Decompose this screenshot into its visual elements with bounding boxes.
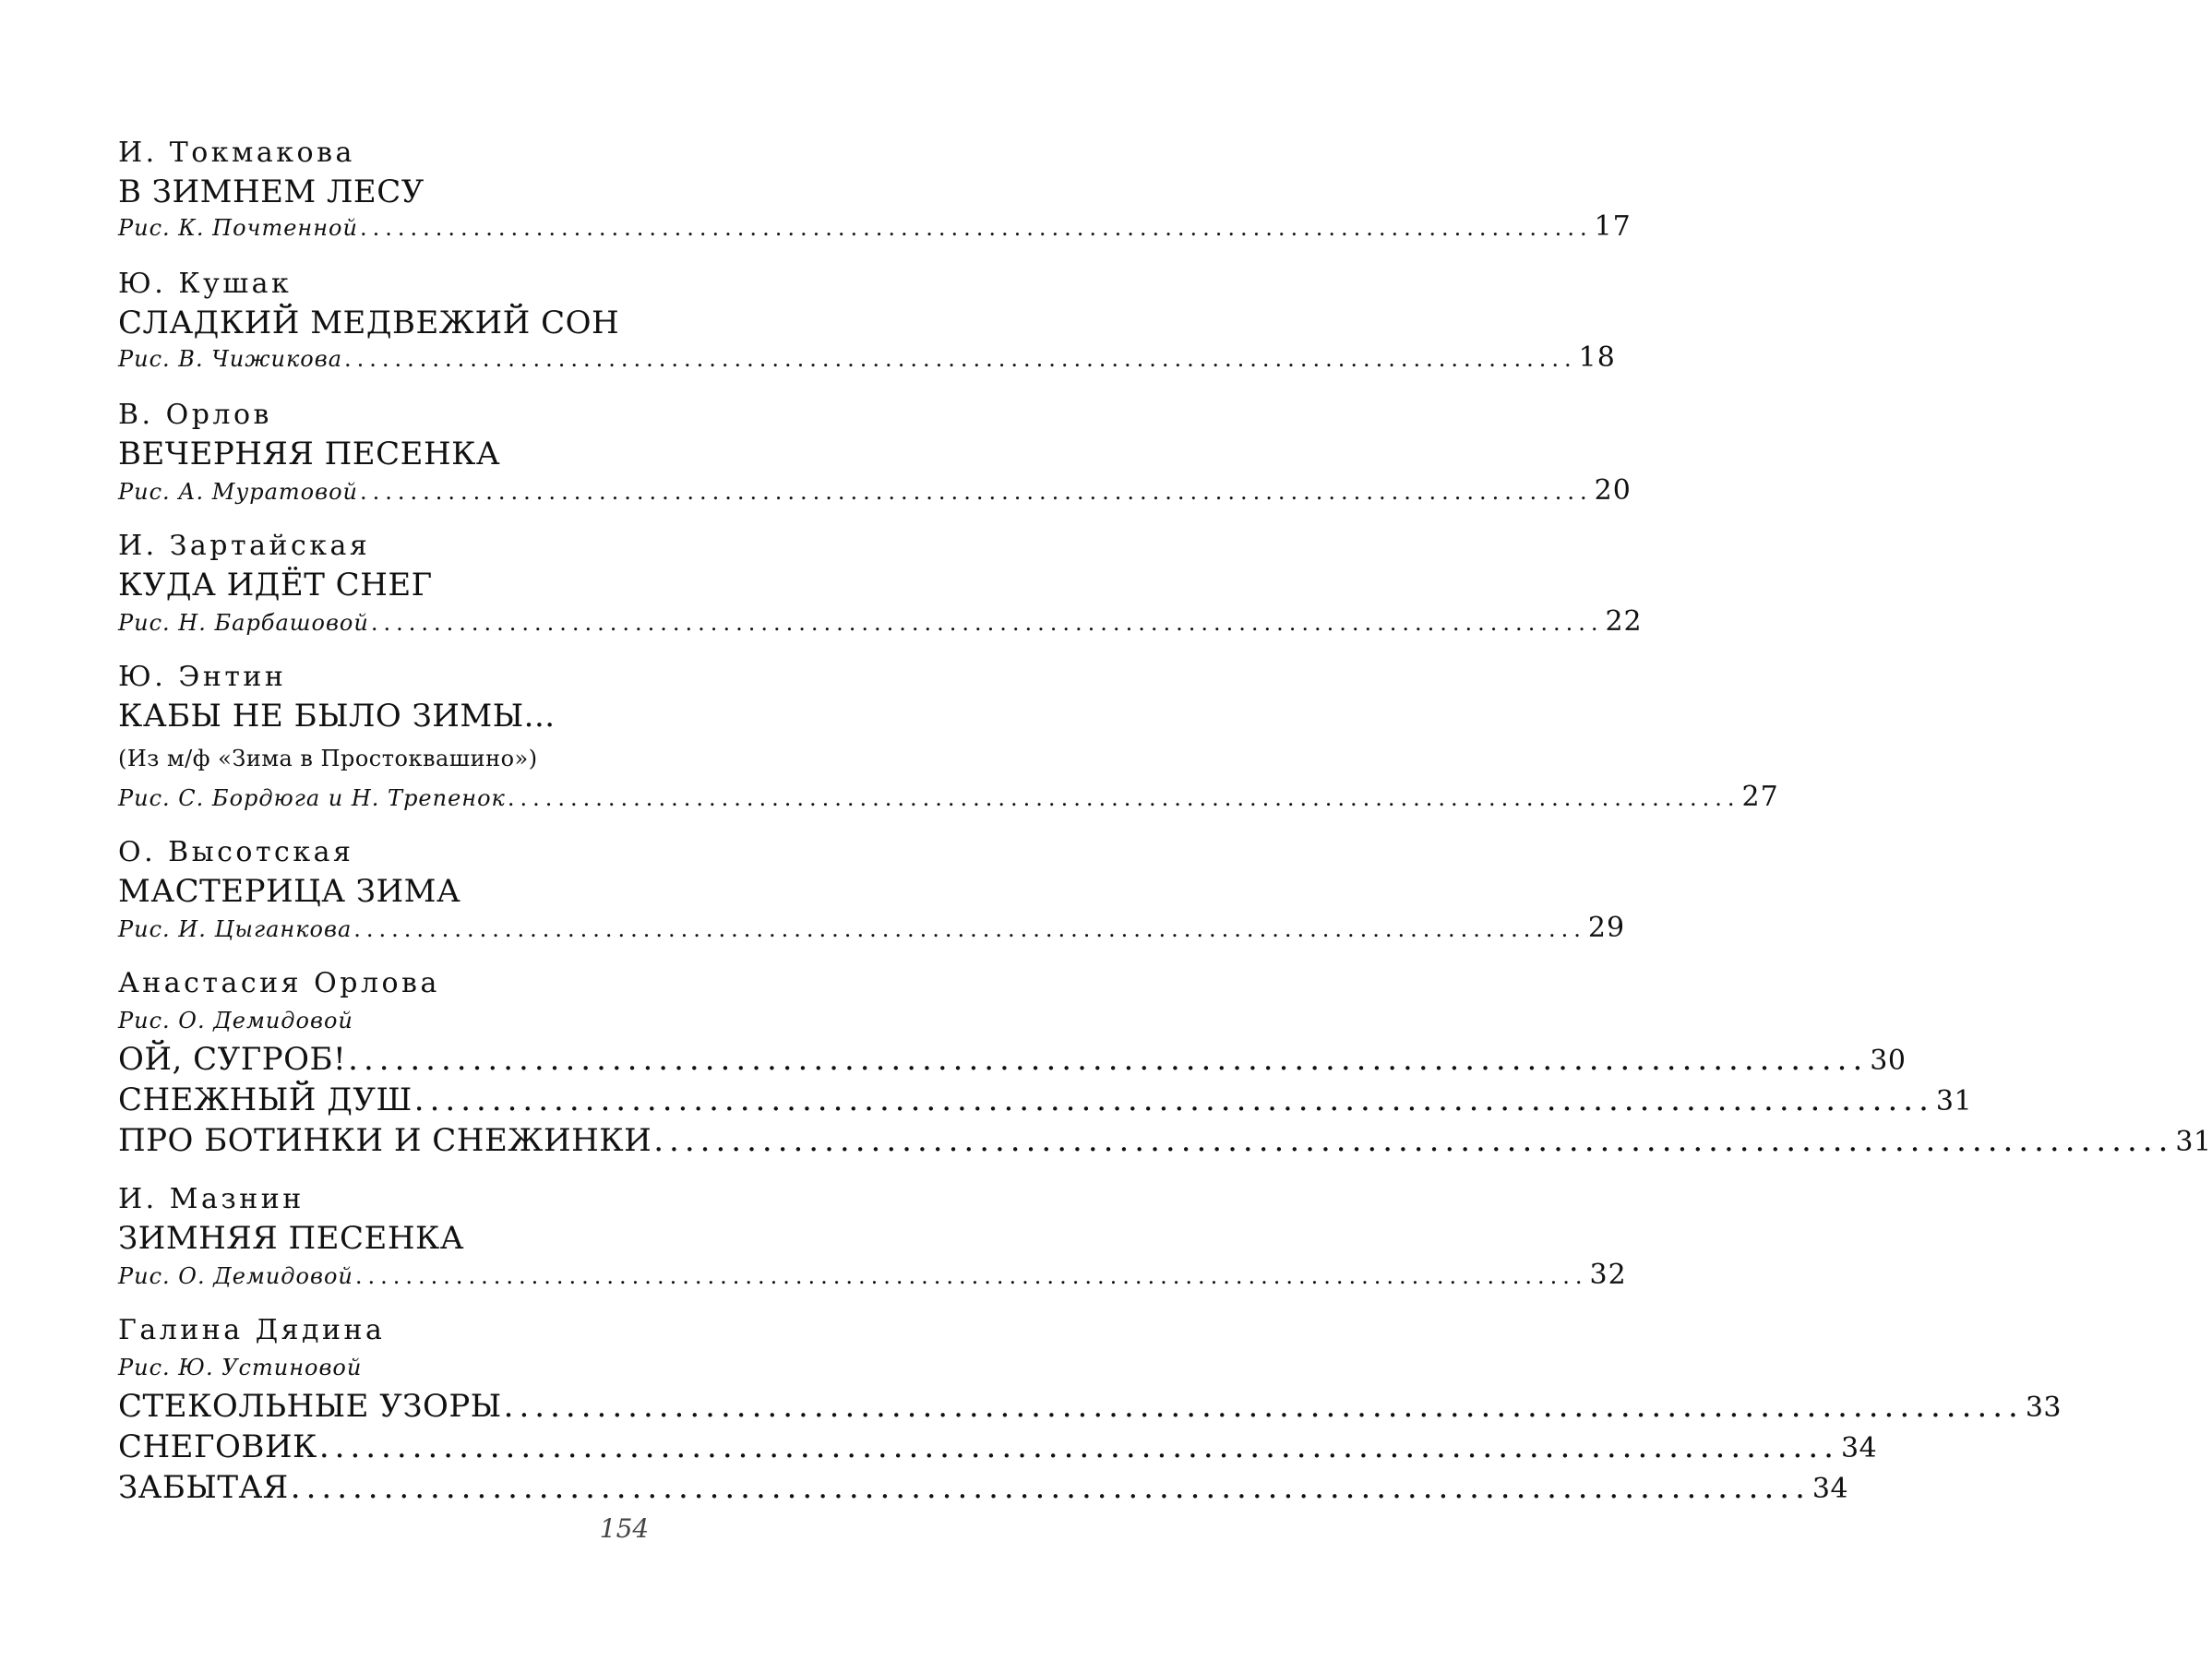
entry-illustrator-line bbox=[118, 474, 1632, 507]
dot-leader: .................................................................................................. bbox=[290, 1469, 1811, 1506]
entry-author: И. Мазнин bbox=[118, 1183, 305, 1215]
group-illustrator: Рис. О. Демидовой bbox=[118, 1008, 353, 1034]
dot-leader: .................................................................................................. bbox=[503, 1388, 2024, 1425]
entry-page: 18 bbox=[1578, 341, 1616, 374]
dot-leader: .................................................................................................. bbox=[413, 1081, 1934, 1118]
group-item-page: 30 bbox=[1870, 1045, 1907, 1077]
entry-illustrator-line bbox=[118, 781, 1779, 813]
entry-page: 20 bbox=[1594, 474, 1632, 507]
group-item-title: СТЕКОЛЬНЫЕ УЗОРЫ bbox=[118, 1388, 502, 1425]
entry-illustrator: Рис. О. Демидовой bbox=[118, 1263, 353, 1289]
group-item-page: 34 bbox=[1811, 1473, 1849, 1505]
group-author: Галина Дядина bbox=[118, 1314, 386, 1346]
entry-note: (Из м/ф «Зима в Простоквашино») bbox=[118, 746, 538, 771]
entry-title: В ЗИМНЕМ ЛЕСУ bbox=[118, 173, 424, 210]
dot-leader: .................................................................................................. bbox=[348, 1041, 1869, 1078]
entry-title: ВЕЧЕРНЯЯ ПЕСЕНКА bbox=[118, 436, 501, 472]
entry-title: КУДА ИДЁТ СНЕГ bbox=[118, 567, 433, 603]
group-item bbox=[118, 1041, 1907, 1078]
entry-illustrator: Рис. А. Муратовой bbox=[118, 479, 358, 505]
entry-illustrator-line bbox=[118, 912, 1626, 944]
entry-page: 29 bbox=[1587, 912, 1626, 944]
dot-leader: .................................................................................................. bbox=[344, 346, 1577, 372]
group-item bbox=[118, 1428, 1878, 1465]
entry-illustrator: Рис. И. Цыганкова bbox=[118, 916, 353, 942]
entry-title: КАБЫ НЕ БЫЛО ЗИМЫ... bbox=[118, 698, 556, 735]
entry-title: СЛАДКИЙ МЕДВЕЖИЙ СОН bbox=[118, 305, 620, 341]
group-item-title: СНЕГОВИК bbox=[118, 1428, 317, 1465]
group-item-page: 31 bbox=[2175, 1126, 2212, 1158]
entry-illustrator: Рис. Н. Барбашовой bbox=[118, 610, 369, 636]
entry-author: В. Орлов bbox=[118, 399, 272, 431]
dot-leader: .................................................................................................. bbox=[360, 479, 1593, 505]
entry-page: 22 bbox=[1605, 605, 1643, 638]
entry-illustrator: Рис. В. Чижикова bbox=[118, 346, 343, 372]
group-item-page: 31 bbox=[1935, 1085, 1973, 1117]
group-item-title: ЗАБЫТАЯ bbox=[118, 1469, 289, 1506]
dot-leader: .................................................................................................. bbox=[370, 610, 1604, 636]
group-item-page: 34 bbox=[1840, 1432, 1878, 1464]
entry-illustrator-line bbox=[118, 341, 1616, 374]
dot-leader: .................................................................................................. bbox=[359, 215, 1593, 241]
entry-illustrator: Рис. С. Бордюга и Н. Трепенок bbox=[118, 785, 506, 811]
dot-leader: .................................................................................................. bbox=[353, 916, 1586, 942]
group-item-page: 33 bbox=[2025, 1392, 2063, 1424]
group-item bbox=[118, 1469, 1849, 1506]
entry-author: И. Токмакова bbox=[118, 137, 355, 169]
group-author: Анастасия Орлова bbox=[118, 967, 440, 999]
group-item bbox=[118, 1122, 2212, 1159]
entry-illustrator-line bbox=[118, 1259, 1627, 1291]
group-item-title: ПРО БОТИНКИ И СНЕЖИНКИ bbox=[118, 1122, 652, 1159]
entry-page: 27 bbox=[1741, 781, 1779, 813]
group-item-title: ОЙ, СУГРОБ! bbox=[118, 1041, 347, 1078]
dot-leader: .................................................................................................. bbox=[354, 1263, 1588, 1289]
entry-illustrator: Рис. К. Почтенной bbox=[118, 215, 358, 241]
dot-leader: .................................................................................................. bbox=[318, 1428, 1839, 1465]
entry-title: ЗИМНЯЯ ПЕСЕНКА bbox=[118, 1220, 465, 1257]
entry-illustrator-line bbox=[118, 210, 1632, 243]
dot-leader: .................................................................................................. bbox=[507, 785, 1740, 811]
group-illustrator: Рис. Ю. Устиновой bbox=[118, 1355, 363, 1380]
group-item bbox=[118, 1388, 2063, 1425]
group-item bbox=[118, 1081, 1973, 1118]
entry-page: 17 bbox=[1594, 210, 1632, 243]
entry-page: 32 bbox=[1589, 1259, 1627, 1291]
dot-leader: .................................................................................................. bbox=[653, 1122, 2174, 1159]
entry-author: И. Зартайская bbox=[118, 530, 371, 562]
entry-author: О. Высотская bbox=[118, 836, 354, 868]
page-number: 154 bbox=[599, 1513, 650, 1544]
entry-author: Ю. Энтин bbox=[118, 661, 287, 693]
entry-author: Ю. Кушак bbox=[118, 268, 293, 300]
entry-title: МАСТЕРИЦА ЗИМА bbox=[118, 873, 461, 910]
group-item-title: СНЕЖНЫЙ ДУШ bbox=[118, 1081, 413, 1118]
entry-illustrator-line bbox=[118, 605, 1643, 638]
